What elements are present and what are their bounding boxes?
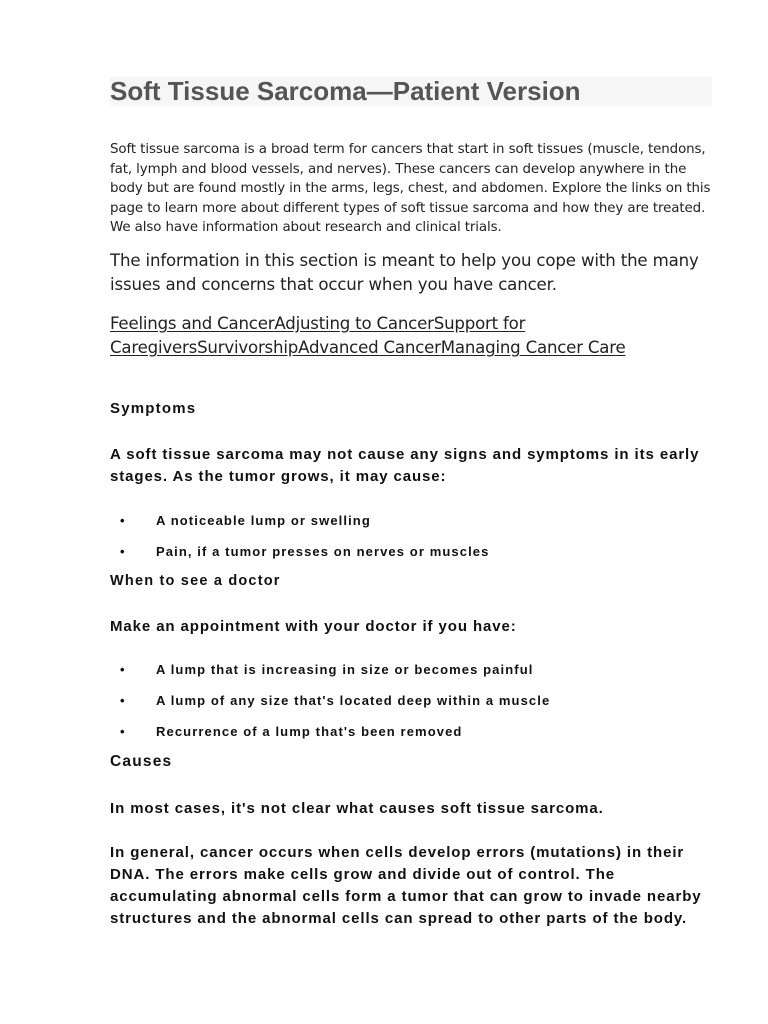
causes-paragraph-1: In most cases, it's not clear what causes soft tissue sarcoma. bbox=[110, 800, 604, 817]
bullet-icon: • bbox=[120, 513, 126, 528]
symptoms-list bbox=[110, 511, 714, 573]
bullet-icon: • bbox=[120, 544, 126, 559]
causes-heading: Causes bbox=[110, 753, 173, 770]
list-item: • A noticeable lump or swelling bbox=[110, 511, 714, 542]
list-item: • A lump of any size that's located deep within a muscle bbox=[110, 691, 714, 722]
link-survivorship[interactable]: Survivorship bbox=[197, 338, 299, 357]
list-item: • A lump that is increasing in size or becomes painful bbox=[110, 660, 714, 691]
doctor-list bbox=[110, 660, 714, 753]
intro-paragraph: Soft tissue sarcoma is a broad term for cancers that start in soft tissues (muscle, tendons, fat, lymph and blood vessels, and nerves). These cancers can develop anywhere in the body but are found mostly in the arms, legs, chest, and abdomen. Explore the links on this page to learn more about different types of soft tissue sarcoma and how they are treated. We also have information about research and clinical trials. bbox=[110, 142, 711, 236]
causes-paragraph-2: In general, cancer occurs when cells develop errors (mutations) in their DNA. The errors make cells grow and divide out of control. The accumulating abnormal cells form a tumor that can grow to invade nearby structures and the abnormal cells can spread to other parts of the body. bbox=[110, 844, 702, 927]
link-feelings-and-cancer[interactable]: Feelings and Cancer bbox=[110, 314, 275, 333]
bullet-icon: • bbox=[120, 662, 126, 677]
page-title: Soft Tissue Sarcoma—Patient Version bbox=[110, 76, 581, 106]
doctor-lead: Make an appointment with your doctor if you have: bbox=[110, 618, 517, 635]
when-to-see-doctor-heading: When to see a doctor bbox=[110, 573, 281, 589]
bullet-icon: • bbox=[120, 724, 126, 739]
list-item: • Recurrence of a lump that's been removed bbox=[110, 722, 714, 753]
link-advanced-cancer[interactable]: Advanced Cancer bbox=[298, 338, 441, 357]
link-managing-cancer-care[interactable]: Managing Cancer Care bbox=[440, 338, 626, 357]
link-support-for-caregivers[interactable]: Support for Caregivers bbox=[110, 314, 526, 357]
bullet-icon: • bbox=[120, 693, 126, 708]
symptoms-heading: Symptoms bbox=[110, 400, 197, 417]
info-paragraph: The information in this section is meant to help you cope with the many issues and concerns that occur when you have cancer. bbox=[110, 251, 699, 294]
related-links bbox=[110, 312, 670, 360]
symptoms-lead: A soft tissue sarcoma may not cause any signs and symptoms in its early stages. As the tumor grows, it may cause: bbox=[110, 446, 700, 485]
link-adjusting-to-cancer[interactable]: Adjusting to Cancer bbox=[274, 314, 434, 333]
list-item: • Pain, if a tumor presses on nerves or muscles bbox=[110, 542, 714, 573]
